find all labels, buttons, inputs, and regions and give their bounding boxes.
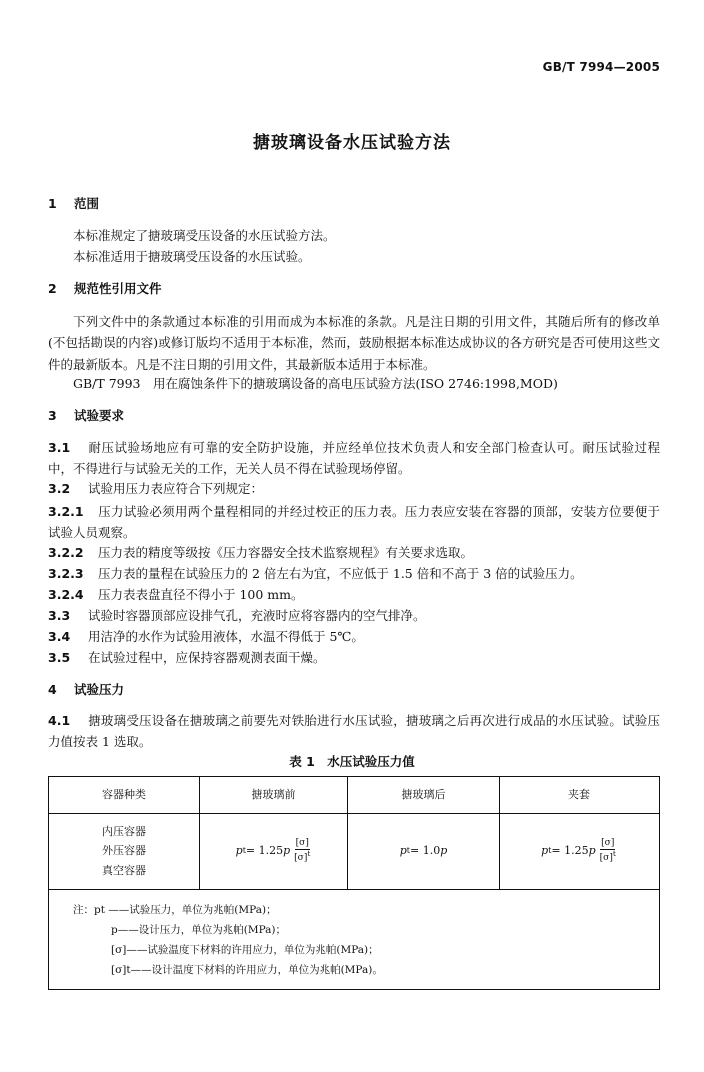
clause-3-1 xyxy=(48,437,660,480)
clause-3-3 xyxy=(48,606,660,626)
clause-number: 4.1 xyxy=(48,713,71,728)
formula-jacket-cell xyxy=(499,813,658,889)
clause-3-2-3 xyxy=(48,564,660,584)
clause-text: 压力表表盘直径不得小于 100 mm。 xyxy=(98,587,304,602)
equals-coefficient: = 1.25 xyxy=(245,844,284,858)
formula-before xyxy=(236,839,312,864)
header-before-enamel: 搪玻璃前 xyxy=(199,777,347,813)
header-after-enamel: 搪玻璃后 xyxy=(347,777,499,813)
stress-ratio xyxy=(599,839,617,864)
formula-before-cell xyxy=(199,813,347,889)
clause-text: 试验时容器顶部应设排气孔，充液时应将容器内的空气排净。 xyxy=(88,608,426,623)
clause-number: 3.2.1 xyxy=(48,504,84,519)
section-1-para-2: 本标准适用于搪玻璃受压设备的水压试验。 xyxy=(73,249,311,264)
header-vessel-type: 容器种类 xyxy=(102,788,146,802)
vessel-type-external: 外压容器 xyxy=(102,844,146,858)
subscript-t: t xyxy=(406,845,410,855)
clause-3-4 xyxy=(48,627,660,647)
clause-text: 耐压试验场地应有可靠的安全防护设施，并应经单位技术负责人和安全部门检查认可。耐压试验过程中，不得进行与试验无关的工作，无关人员不得在试验现场停留。 xyxy=(48,440,660,477)
clause-text: 压力试验必须用两个量程相同的并经过校正的压力表。压力表应安装在容器的顶部，安装方位要便于试验人员观察。 xyxy=(48,504,660,541)
clause-3-2-2 xyxy=(48,543,660,563)
symbol-p: p xyxy=(283,844,291,858)
subscript-t: t xyxy=(242,845,246,855)
clause-number: 3.2.4 xyxy=(48,587,84,602)
stress-ratio xyxy=(293,839,311,864)
clause-text: 在试验过程中，应保持容器观测表面干燥。 xyxy=(88,650,326,665)
symbol-p: p xyxy=(588,844,596,858)
table-header-row xyxy=(49,777,659,814)
formula-jacket xyxy=(541,839,617,864)
clause-3-5 xyxy=(48,648,660,668)
clause-number: 3.2 xyxy=(48,481,71,496)
clause-number: 3.2.2 xyxy=(48,545,84,560)
superscript-t: t xyxy=(307,848,311,858)
section-1-para-1: 本标准规定了搪玻璃受压设备的水压试验方法。 xyxy=(73,228,336,243)
clause-number: 3.2.3 xyxy=(48,566,84,581)
table-caption: 表 1 水压试验压力值 xyxy=(289,754,415,769)
section-title: 试验压力 xyxy=(74,682,125,697)
clause-number: 3.1 xyxy=(48,440,71,455)
clause-text: 压力表的量程在试验压力的 2 倍左右为宜，不应低于 1.5 倍和不高于 3 倍的试验压力。 xyxy=(98,566,583,581)
section-number: 2 xyxy=(48,281,57,296)
subscript-t: t xyxy=(548,845,552,855)
clause-text: 压力表的精度等级按《压力容器安全技术监察规程》有关要求选取。 xyxy=(98,545,474,560)
clause-text: 搪玻璃受压设备在搪玻璃之前要先对铁胎进行水压试验，搪玻璃之后再次进行成品的水压试验。试验压力值按表 1 选取。 xyxy=(48,713,660,750)
clause-3-2-1 xyxy=(48,501,660,544)
clause-number: 3.5 xyxy=(48,650,71,665)
symbol-p: p xyxy=(440,844,448,858)
clause-number: 3.3 xyxy=(48,608,71,623)
symbol-p: p xyxy=(235,844,243,858)
section-number: 4 xyxy=(48,682,57,697)
note-line: 注：pt ——试验压力，单位为兆帕(MPa)； xyxy=(73,904,277,916)
section-title: 规范性引用文件 xyxy=(74,281,162,296)
standard-number: GB/T 7994—2005 xyxy=(542,60,660,74)
section-2-para-1: 下列文件中的条款通过本标准的引用而成为本标准的条款。凡是注日期的引用文件，其随后所有的修改单(不包括勘误的内容)或修订版均不适用于本标准，然而，鼓励根据本标准达成协议的各方研究是否可使用这些文件的最新版本。凡是不注日期的引用文件，其最新版本适用于本标准。 xyxy=(48,314,660,372)
header-jacket: 夹套 xyxy=(499,777,658,813)
clause-number: 3.4 xyxy=(48,629,71,644)
formula-after xyxy=(400,842,448,860)
vessel-types-cell xyxy=(49,813,199,889)
fraction-denominator: [σ] xyxy=(294,852,308,863)
section-3-heading xyxy=(48,406,124,426)
clause-3-2 xyxy=(48,479,660,499)
equals-coefficient: = 1.0 xyxy=(410,844,441,858)
section-title: 试验要求 xyxy=(74,408,125,423)
section-number: 1 xyxy=(48,196,57,211)
table-row xyxy=(49,813,659,890)
section-title: 范围 xyxy=(74,196,100,211)
symbol-p: p xyxy=(541,844,549,858)
clause-text: 试验用压力表应符合下列规定： xyxy=(88,481,264,496)
fraction-numerator: [σ] xyxy=(601,837,615,848)
superscript-t: t xyxy=(612,848,616,858)
clause-text: 用洁净的水作为试验用液体，水温不得低于 5℃。 xyxy=(88,629,364,644)
clause-4-1 xyxy=(48,710,660,753)
section-1-heading xyxy=(48,194,99,214)
symbol-p: p xyxy=(399,844,407,858)
note-line: [σ]t——设计温度下材料的许用应力，单位为兆帕(MPa)。 xyxy=(111,963,383,976)
formula-after-cell xyxy=(347,813,499,889)
section-2-heading xyxy=(48,279,162,299)
table-notes xyxy=(73,901,383,981)
note-line: [σ]——试验温度下材料的许用应力，单位为兆帕(MPa)； xyxy=(111,943,379,956)
fraction-denominator: [σ] xyxy=(599,852,613,863)
pressure-table xyxy=(48,776,660,990)
note-line: p——设计压力，单位为兆帕(MPa)； xyxy=(111,923,287,936)
document-title: 搪玻璃设备水压试验方法 xyxy=(253,133,451,153)
clause-3-2-4 xyxy=(48,585,660,605)
vessel-type-internal: 内压容器 xyxy=(102,825,146,839)
section-number: 3 xyxy=(48,408,57,423)
vessel-type-vacuum: 真空容器 xyxy=(102,863,146,877)
section-2-reference: GB/T 7993 用在腐蚀条件下的搪玻璃设备的高电压试验方法(ISO 2746:1998,MOD) xyxy=(73,376,558,391)
section-4-heading xyxy=(48,680,124,700)
fraction-numerator: [σ] xyxy=(295,837,309,848)
equals-coefficient: = 1.25 xyxy=(551,844,589,858)
